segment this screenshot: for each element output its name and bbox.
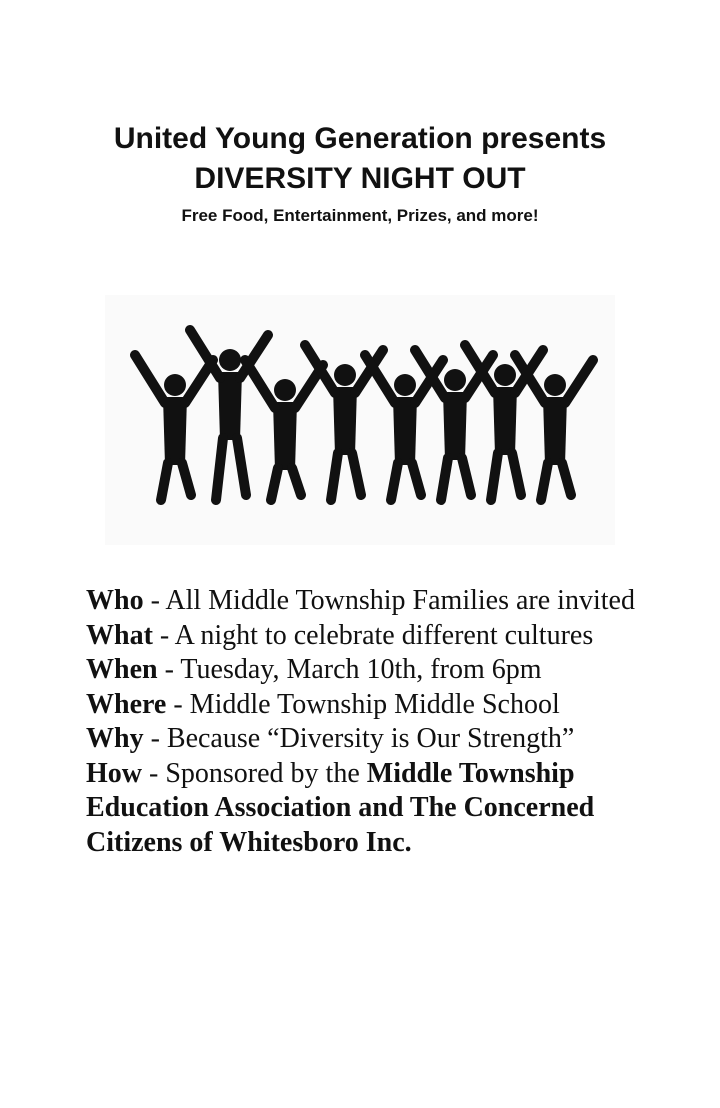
when-label: When (86, 654, 158, 685)
sponsors: Middle Township Education Association and The Concerned Citizens of Whitesboro Inc. (86, 757, 595, 858)
why-text: - Because “Diversity is Our Strength” (143, 723, 575, 754)
dancer-figure (515, 355, 593, 500)
why-label: Why (86, 723, 144, 754)
event-tagline: Free Food, Entertainment, Prizes, and more! (181, 206, 539, 225)
dancer-figure (465, 345, 543, 500)
who-text: - All Middle Township Families are invited (143, 585, 635, 616)
dancing-people-silhouette-image (105, 295, 615, 545)
where-line (86, 688, 666, 723)
how-text: - Sponsored by the (142, 757, 367, 789)
who-label: Who (86, 585, 144, 616)
flyer-title: United Young Generation presents (113, 122, 607, 155)
what-line (86, 619, 666, 654)
when-line (86, 653, 666, 688)
event-name: DIVERSITY NIGHT OUT (194, 162, 526, 195)
event-details (86, 584, 666, 860)
dancer-figure (245, 360, 323, 500)
when-text: - Tuesday, March 10th, from 6pm (157, 654, 542, 685)
where-text: - Middle Township Middle School (166, 688, 560, 720)
how-label: How (86, 757, 142, 789)
what-label: What (86, 619, 153, 651)
where-label: Where (86, 688, 167, 720)
who-line (86, 584, 666, 619)
dancer-figure (190, 330, 268, 500)
how-line (86, 757, 666, 861)
dancer-figure (135, 355, 213, 500)
what-text: - A night to celebrate different cultures (152, 619, 594, 651)
why-line (86, 722, 666, 757)
